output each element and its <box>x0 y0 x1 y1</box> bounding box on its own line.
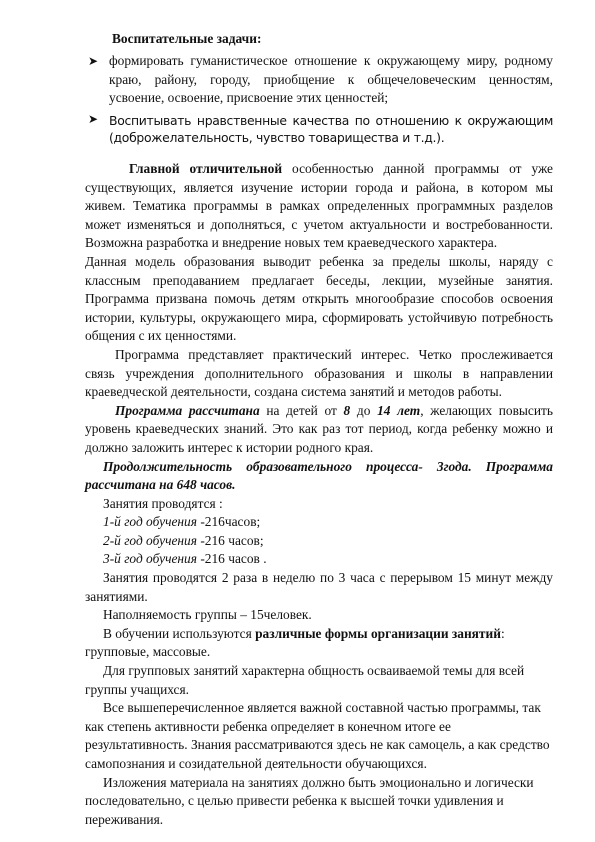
paragraph-group-size: Наполняемость группы – 15человек. <box>103 607 312 623</box>
paragraph-duration: Продолжительность образовательного процесса- 3года. Программа рассчитана на 648 часов. <box>85 458 553 493</box>
paragraph-text: особенностью данной программы от уже существующих, является изучение истории города и района, в котором мы живем. Тематика программы в рамках определенных программных разделов может изменяться и дополняться, с учетом актуальности и востребованности. Возможна разработка и внедрение новых тем краеведческого характера. <box>85 161 553 251</box>
bullet-list <box>85 52 553 146</box>
paragraph-age-range: Программа рассчитана на детей от 8 до 14 лет, желающих повысить уровень краеведческих знаний. Это как раз тот период, когда ребенку можно и должно заложить интерес к истории родного края. <box>85 402 553 455</box>
year-line: 3-й год обучения -216 часов . <box>103 551 267 567</box>
paragraph-activity: Все вышеперечисленное является важной составной частью программы, так как степень активности ребенка определяет в конечном итоге ее результативность. Знания рассматриваются здесь не как самоцель, а как средство самопознания и созидательной деятельности обучающихся. <box>85 700 550 771</box>
age-from: 8 <box>343 402 351 418</box>
bullet-item <box>85 52 553 108</box>
document-body <box>85 160 553 829</box>
bullet-item <box>85 112 553 146</box>
arrow-bullet-icon: ➤ <box>88 54 99 68</box>
bold-phrase: Главной отличительной <box>129 161 283 176</box>
bold-italic-phrase: Программа рассчитана <box>115 402 260 418</box>
bold-phrase: различные формы организации занятий <box>255 625 501 641</box>
paragraph-distinction <box>85 160 553 253</box>
paragraph-schedule-intro: Занятия проводятся : <box>103 495 223 511</box>
year-line: 2-й год обучения -216 часов; <box>103 532 264 548</box>
paragraph-group-classes: Для групповых занятий характерна общность осваиваемой темы для всей группы учащихся. <box>85 663 525 697</box>
bullet-text: Воспитывать нравственные качества по отношению к окружающим (доброжелательность, чувство товарищества и т.д.). <box>109 112 553 145</box>
year-line: 1-й год обучения -216часов; <box>103 514 261 530</box>
arrow-bullet-icon: ➤ <box>88 111 98 126</box>
bullet-text: формировать гуманистическое отношение к окружающему миру, родному краю, району, городу, приобщение к общечеловеческим ценностям, усвоение, освоение, присвоение этих ценностей; <box>109 53 553 106</box>
age-to: 14 лет <box>377 402 421 418</box>
paragraph-frequency: Занятия проводятся 2 раза в неделю по 3 часа с перерывом 15 минут между занятиями. <box>85 570 553 604</box>
paragraph-model: Данная модель образования выводит ребенка за пределы школы, наряду с классным преподаванием предлагает беседы, лекции, музейные занятия. Программа призвана помочь детям открыть многообразие способов освоения истории, культуры, окружающего мира, сформировать устойчивую потребность общения с их ценностями. <box>85 253 553 344</box>
section-heading: Воспитательные задачи: <box>112 31 262 46</box>
paragraph-forms: В обучении используются различные формы организации занятий: групповые, массовые. <box>85 625 505 660</box>
paragraph-presentation: Изложения материала на занятиях должно быть эмоционально и логически последовательно, с целью привести ребенка к высшей точки удивления и переживания. <box>85 774 534 827</box>
paragraph-practical: Программа представляет практический интерес. Четко прослеживается связь учреждения дополнительного образования и школы в направлении краеведческой деятельности, создана система занятий и методов работы. <box>85 346 553 400</box>
